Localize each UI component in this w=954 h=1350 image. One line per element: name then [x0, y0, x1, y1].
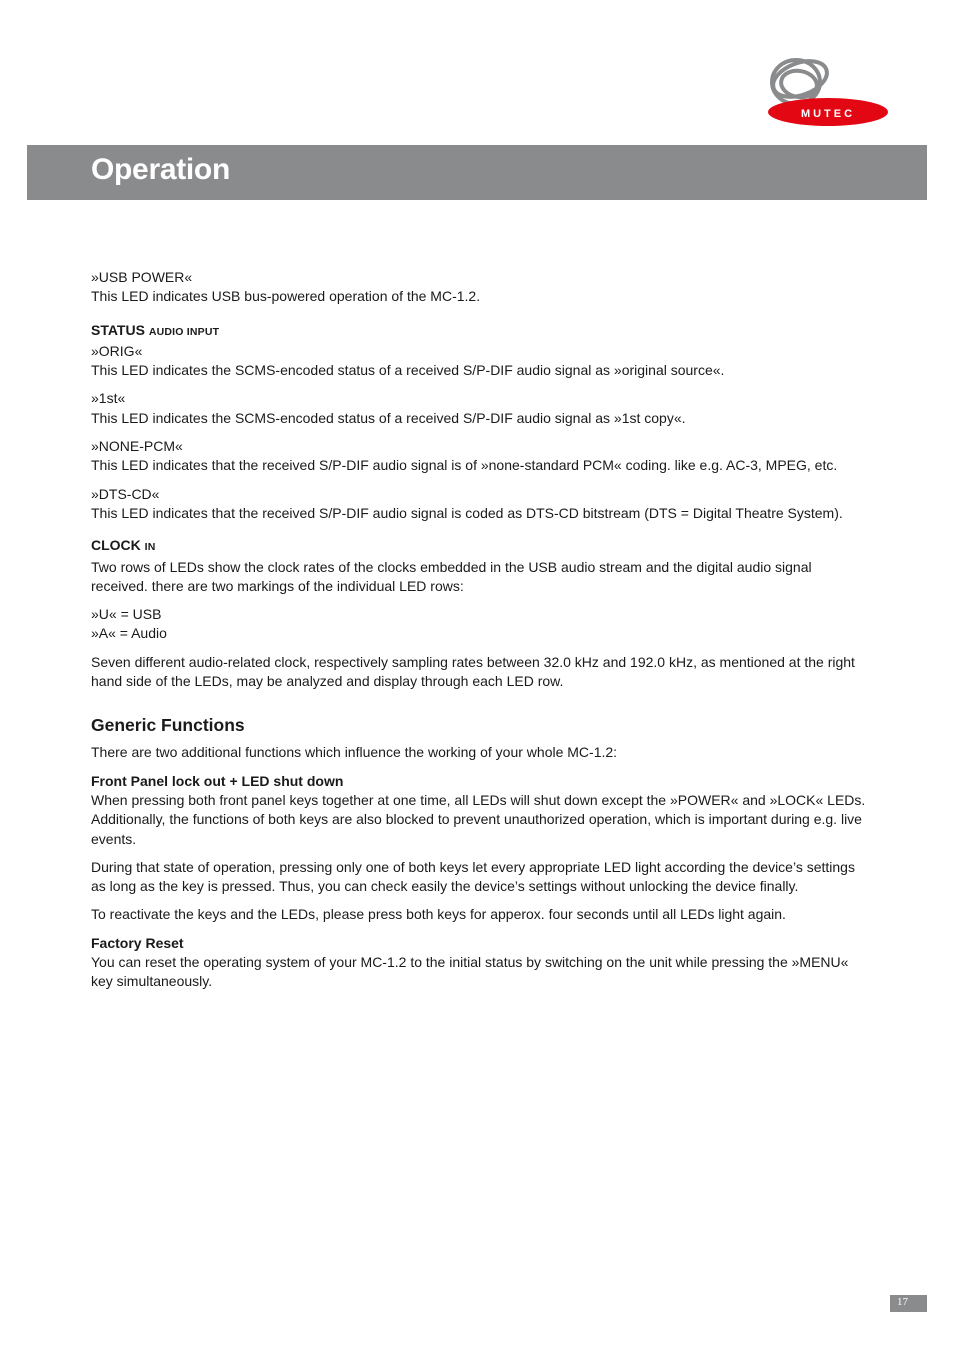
dts-cd-desc: This LED indicates that the received S/P-DIF audio signal is coded as DTS-CD bitstream (DTS = Digital Theatre System). [91, 504, 843, 521]
clock-heading-small: IN [144, 541, 156, 554]
first-copy-term: »1st« [91, 390, 126, 407]
logo-text: MUTEC [800, 108, 856, 120]
lockout-heading: Front Panel lock out + LED shut down [91, 772, 344, 789]
first-copy-section [91, 389, 866, 428]
orig-term: »ORIG« [91, 342, 143, 359]
clock-heading-main: CLOCK [91, 537, 141, 554]
mutec-logo [766, 52, 890, 128]
marking-a: »A« = Audio [91, 625, 167, 642]
main-content [91, 268, 866, 1001]
usb-power-term: »USB POWER« [91, 269, 193, 285]
orig-desc: This LED indicates the SCMS-encoded status of a received S/P-DIF audio signal as »original source«. [91, 362, 725, 379]
usb-power-desc: This LED indicates USB bus-powered operation of the MC-1.2. [91, 288, 481, 305]
lockout-p3: To reactivate the keys and the LEDs, please press both keys for apperox. four seconds until all LEDs light again. [91, 906, 786, 923]
dts-cd-section [91, 485, 866, 524]
clock-in-desc: Two rows of LEDs show the clock rates of the clocks embedded in the USB audio stream and the digital audio signal received. there are two markings of the individual LED rows: [91, 558, 812, 594]
status-audio-input-section [91, 321, 866, 381]
clock-in-heading [91, 536, 866, 557]
first-copy-desc: This LED indicates the SCMS-encoded status of a received S/P-DIF audio signal as »1st copy«. [91, 409, 686, 426]
generic-functions-intro: There are two additional functions which influence the working of your whole MC-1.2: [91, 744, 618, 761]
none-pcm-section [91, 437, 866, 476]
clock-markings [91, 605, 866, 644]
lockout-p1: When pressing both front panel keys together at one time, all LEDs will shut down except the »POWER« and »LOCK« LEDs. Additionally, the functions of both keys are also blocked to prevent unauthorized operation, which is important during e.g. live events. [91, 791, 866, 847]
lockout-section [91, 772, 866, 849]
factory-reset-p1: You can reset the operating system of your MC-1.2 to the initial status by switching on the unit while pressing the »MENU« key simultaneously. [91, 954, 849, 990]
factory-reset-section [91, 934, 866, 992]
header-bar [27, 145, 927, 200]
factory-reset-heading: Factory Reset [91, 934, 184, 951]
marking-u: »U« = USB [91, 606, 162, 623]
status-heading-small: AUDIO INPUT [148, 325, 220, 338]
status-heading-main: STATUS [91, 321, 145, 338]
none-pcm-desc: This LED indicates that the received S/P-DIF audio signal is of »none-standard PCM« coding. like e.g. AC-3, MPEG, etc. [91, 457, 838, 474]
page-title: Operation [91, 153, 230, 186]
clock-in-section [91, 536, 866, 596]
lockout-p2: During that state of operation, pressing only one of both keys let every appropriate LED light according the device’s settings as long as the key is pressed. Thus, you can check easily the device’s settings without unlocking the device finally. [91, 858, 855, 895]
status-audio-input-heading [91, 321, 866, 342]
none-pcm-term: »NONE-PCM« [91, 438, 183, 455]
dts-cd-term: »DTS-CD« [91, 485, 160, 502]
generic-functions-heading: Generic Functions [91, 715, 245, 736]
clock-summary: Seven different audio-related clock, respectively sampling rates between 32.0 kHz and 192.0 kHz, as mentioned at the right hand side of the LEDs, may be analyzed and display through each LED row. [91, 653, 855, 690]
page-number: 17 [897, 1296, 908, 1308]
usb-power-section [91, 268, 866, 307]
page-number-box [890, 1295, 927, 1312]
